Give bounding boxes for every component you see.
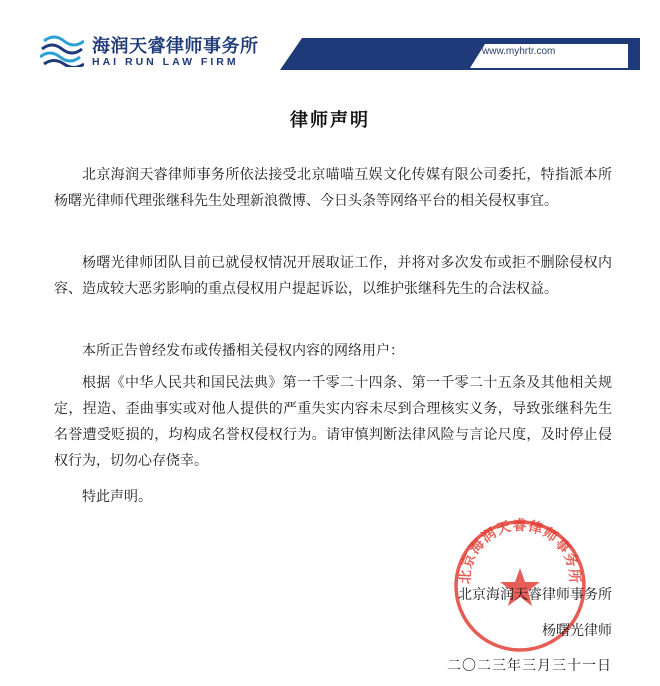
paragraph-warning: 本所正告曾经发布或传播相关侵权内容的网络用户：	[82, 343, 404, 359]
signature-date: 二〇二三年三月三十一日	[447, 658, 612, 674]
letterhead	[0, 0, 660, 80]
firm-logo-icon	[40, 31, 84, 67]
paragraph-entrustment: 北京海润天睿律师事务所依法接受北京喵喵互娱文化传媒有限公司委托，特指派本所杨曙光律师代理张继科先生处理新浪微博、今日头条等网络平台的相关侵权事宜。	[54, 167, 612, 209]
header-banner	[280, 38, 640, 70]
signature-lawyer: 杨曙光律师	[542, 623, 612, 639]
seal-text: 北京海润天睿律师事务所	[457, 518, 583, 585]
firm-name-en: HAI RUN LAW FIRM	[92, 56, 239, 68]
firm-website: www.myhrtr.com	[482, 46, 556, 57]
paragraph-evidence: 杨曙光律师团队目前已就侵权情况开展取证工作，并将对多次发布或拒不删除侵权内容、造成较大恶劣影响的重点侵权用户提起诉讼，以维护张继科先生的合法权益。	[54, 255, 612, 297]
paragraph-legal-basis: 根据《中华人民共和国民法典》第一千零二十四条、第一千零二十五条及其他相关规定，捏造、歪曲事实或对他人提供的严重失实内容未尽到合理核实义务，导致张继科先生名誉遭受贬损的，均构成名誉权侵权行为。请审慎判断法律风险与言论尺度，及时停止侵权行为，切勿心存侥幸。	[54, 375, 612, 469]
page-title: 律师声明	[290, 110, 370, 131]
signature-firm: 北京海润天睿律师事务所	[458, 587, 612, 603]
paragraph-closing: 特此声明。	[82, 489, 152, 505]
firm-name-cn: 海润天睿律师事务所	[92, 36, 259, 57]
